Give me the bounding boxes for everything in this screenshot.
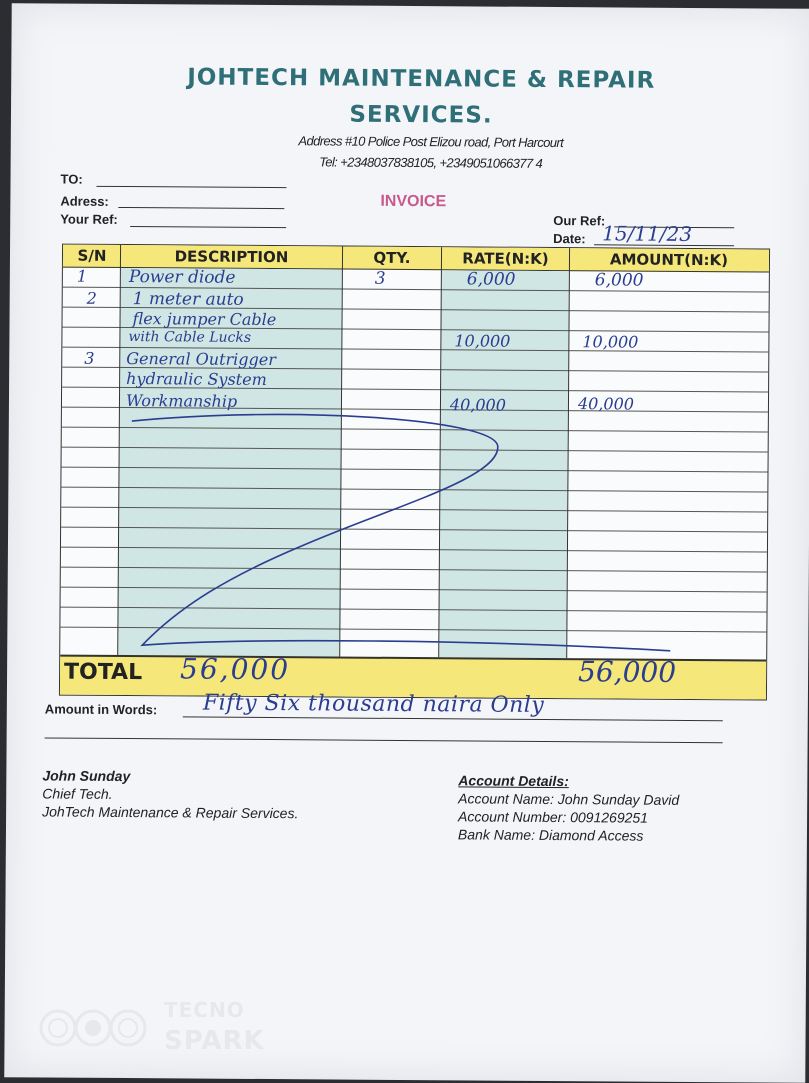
date-value: 15/11/23 <box>602 221 693 246</box>
amount-in-words-line-2 <box>45 737 723 743</box>
header-amount: AMOUNT(N:K) <box>609 250 729 270</box>
row-5-description: General Outrigger <box>126 349 276 370</box>
our-ref-label: Our Ref: <box>553 213 606 229</box>
amount-in-words-value: Fifty Six thousand naira Only <box>202 690 545 718</box>
row-5-sn: 3 <box>84 348 95 368</box>
row-2-sn: 2 <box>86 288 97 308</box>
watermark-circles-icon <box>38 1008 150 1054</box>
to-line <box>96 186 286 188</box>
your-ref-line <box>130 226 286 228</box>
account-name: Account Name: John Sunday David <box>458 790 680 808</box>
row-6-description: hydraulic System <box>126 369 267 390</box>
total-value: 56,000 <box>180 652 291 687</box>
total-label: TOTAL <box>64 659 143 686</box>
company-address: Address #10 Police Post Elizou road, Port Harcourt <box>298 133 564 151</box>
to-label: TO: <box>60 171 83 187</box>
amount-in-words-label: Amount in Words: <box>44 701 158 718</box>
row-1-rate: 6,000 <box>466 269 516 290</box>
row-1-qty: 3 <box>374 268 386 289</box>
account-number: Account Number: 0091269251 <box>458 808 649 826</box>
invoice-paper <box>4 3 809 1083</box>
row-7-amount: 40,000 <box>577 394 635 414</box>
header-description: DESCRIPTION <box>174 247 289 267</box>
header-rate: RATE(N:K) <box>462 249 549 268</box>
row-7-description: Workmanship <box>125 391 238 411</box>
company-telephone: Tel: +2348037838105, +2349051066377 4 <box>319 154 543 171</box>
company-name-line2: SERVICES. <box>349 101 493 129</box>
date-label: Date: <box>553 231 586 247</box>
row-1-description: Power diode <box>128 267 236 288</box>
signatory-company: JohTech Maintenance & Repair Services. <box>42 803 299 822</box>
signatory-title: Chief Tech. <box>42 785 113 802</box>
company-name-line1: JOHTECH MAINTENANCE & REPAIR <box>187 64 656 94</box>
watermark-model: SPARK <box>164 1026 265 1056</box>
row-4-amount: 10,000 <box>582 332 639 352</box>
watermark-brand: TECNO <box>164 998 245 1022</box>
row-4-rate: 10,000 <box>454 331 511 351</box>
total-amount: 56,000 <box>577 655 677 689</box>
row-3-description: flex jumper Cable <box>132 309 277 330</box>
row-7-rate: 40,000 <box>449 395 507 415</box>
invoice-title: INVOICE <box>380 192 447 211</box>
address-label: Adress: <box>60 193 109 209</box>
row-1-amount: 6,000 <box>594 270 644 291</box>
account-heading: Account Details: <box>458 772 569 790</box>
row-2-description: 1 meter auto <box>132 289 244 310</box>
signatory-name: John Sunday <box>42 767 131 785</box>
row-4-description: with Cable Lucks <box>128 329 252 346</box>
your-ref-label: Your Ref: <box>60 211 118 227</box>
row-1-sn: 1 <box>76 266 88 286</box>
bank-name: Bank Name: Diamond Access <box>457 826 644 844</box>
address-line <box>118 207 284 209</box>
header-qty: QTY. <box>373 248 411 268</box>
header-sn: S/N <box>77 246 107 265</box>
invoice-table <box>59 244 770 701</box>
cancellation-scribble <box>60 245 769 660</box>
